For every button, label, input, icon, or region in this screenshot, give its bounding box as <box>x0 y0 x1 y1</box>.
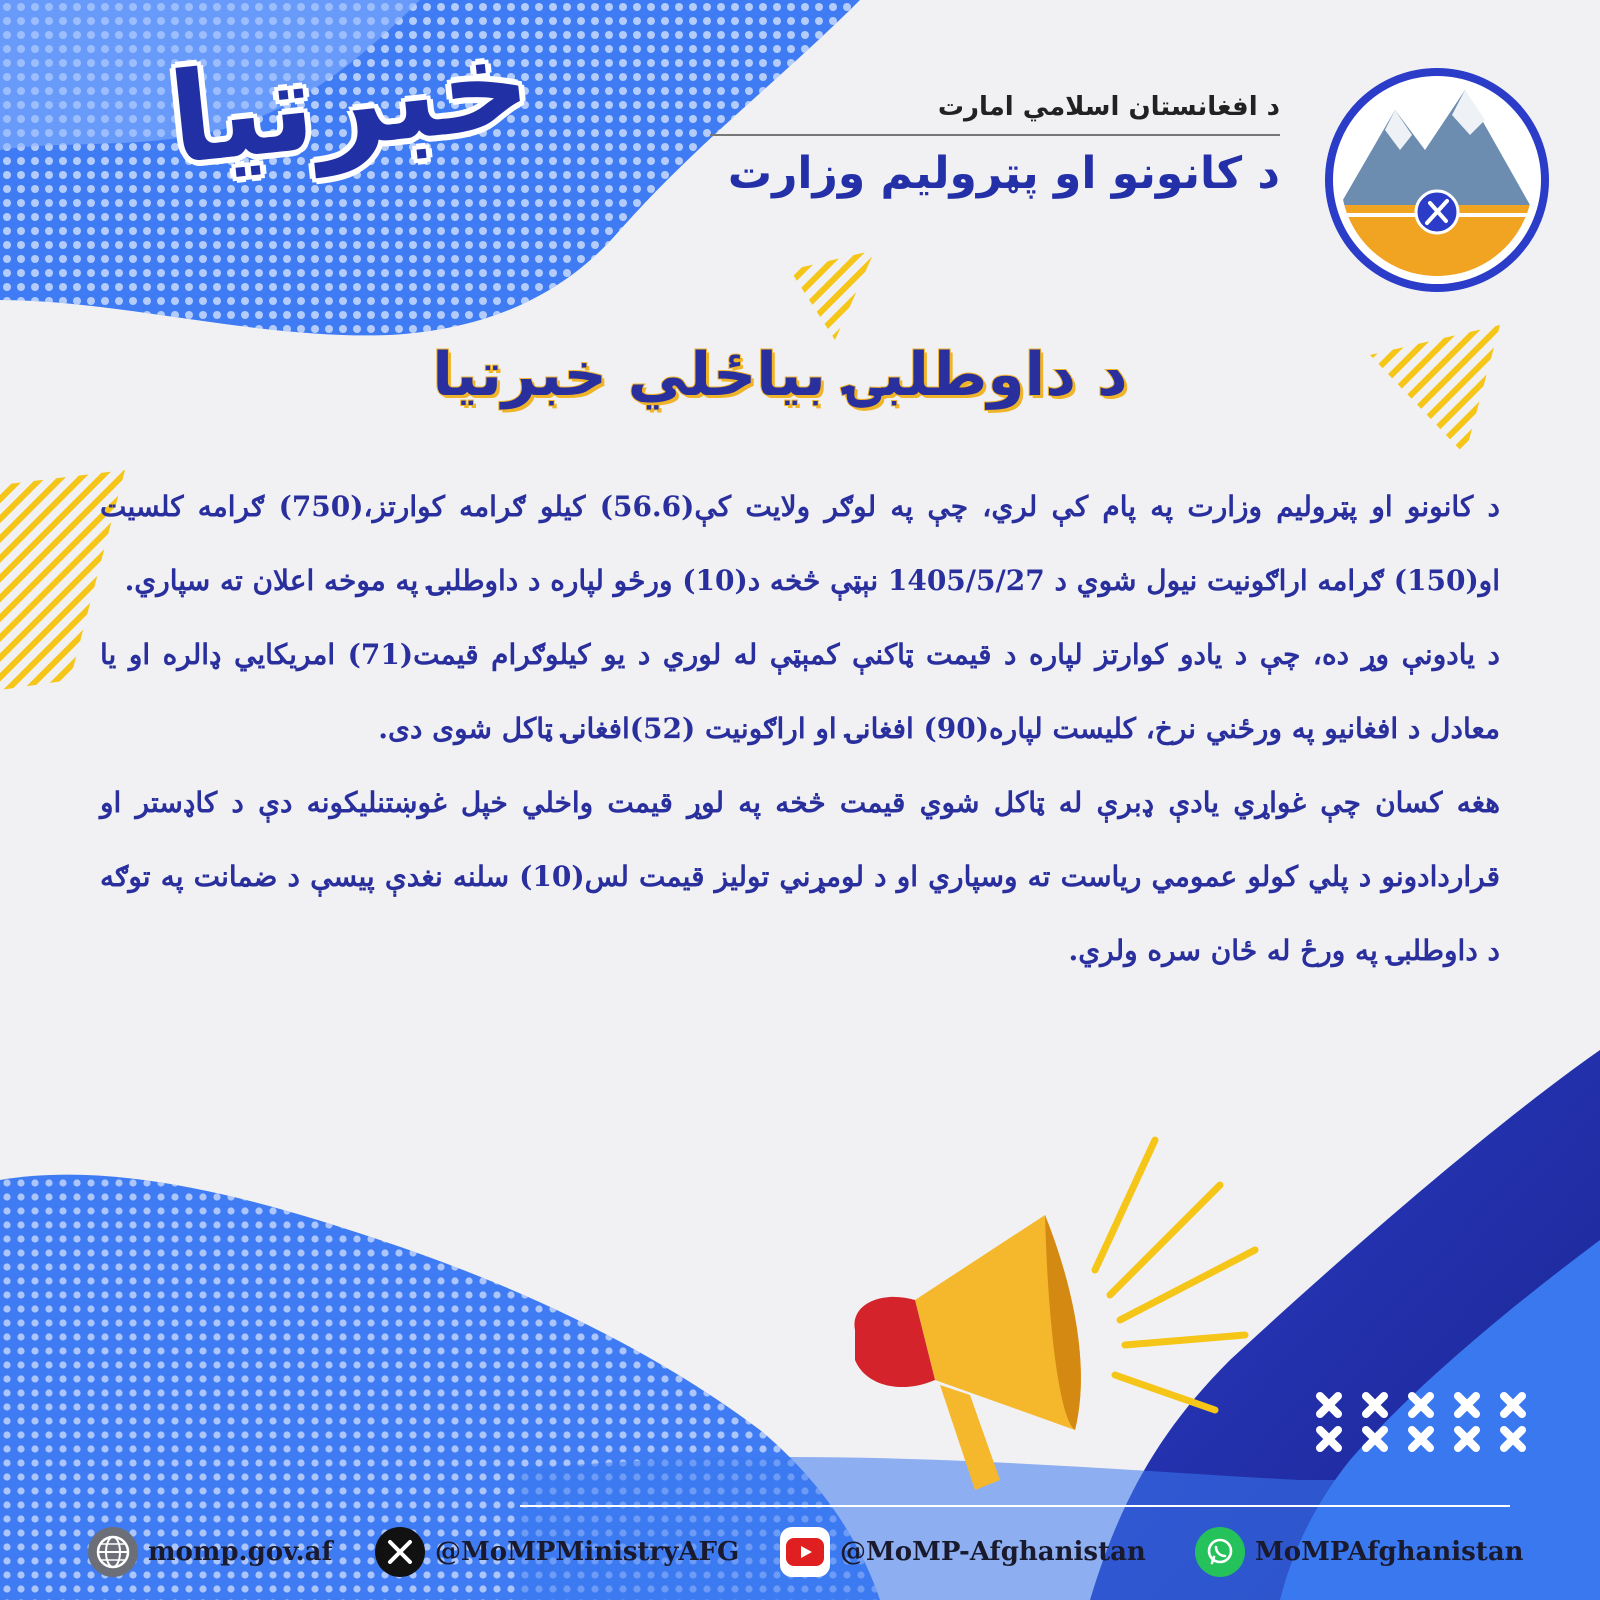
news-stamp-logo: خبرتیا <box>163 11 537 193</box>
x-logo-icon <box>375 1527 425 1577</box>
whatsapp-icon <box>1195 1527 1245 1577</box>
globe-icon <box>88 1527 138 1577</box>
x-link[interactable] <box>375 1527 739 1577</box>
paragraph: هغه کسان چې غواړي یادې ډبرې له ټاکل شوي قیمت څخه په لوړ قیمت واخلي خپل غوښتنلیکونه دې د کاډستر او قراردادونو د پلي کولو عمومي ریاست ته وسپاري او د لومړني تولیز قیمت لس(10) سلنه نغدې پیسې د ضمانت په توګه د داوطلبۍ په ورځ له ځان سره ولري. <box>100 786 1500 967</box>
contact-footer <box>0 1505 1600 1585</box>
youtube-icon <box>780 1527 830 1577</box>
stripe-triangle <box>790 250 875 340</box>
announcement-body <box>100 470 1500 988</box>
ministry-logo <box>1329 72 1550 295</box>
whatsapp-link[interactable] <box>1195 1527 1524 1577</box>
website-link[interactable] <box>88 1527 333 1577</box>
emirate-name: د افغانستان اسلامي امارت <box>710 92 1280 136</box>
website-url: momp.gov.af <box>148 1537 333 1567</box>
ministry-name: د کانونو او پټرولیم وزارت <box>727 148 1280 199</box>
footer-divider <box>520 1505 1510 1507</box>
x-handle: @MoMPMinistryAFG <box>435 1537 740 1567</box>
youtube-link[interactable] <box>780 1527 1146 1577</box>
paragraph: د کانونو او پټرولیم وزارت په پام کې لري، چې په لوګر ولایت کې(56.6) کیلو ګرامه کوارتز،(750) ګرامه کلسیت او(150) ګرامه اراګونیت نیول شوي د 1405/5/27 نېټې څخه د(10) ورځو لپاره د داوطلبۍ په موخه اعلان ته سپاري. <box>100 490 1500 597</box>
youtube-handle: @MoMP-Afghanistan <box>840 1537 1146 1567</box>
ministry-header <box>710 92 1280 199</box>
page-title: د داوطلبۍ بیاځلي خبرتیا <box>432 340 1128 410</box>
paragraph: د یادونې وړ ده، چې د یادو کوارتز لپاره د قیمت ټاکنې کمېټې له لوري د یو کیلوګرام قیمت(71) امریکایي ډالره او یا معادل د افغانیو په ورځني نرخ، کلیست لپاره(90) افغانۍ او اراګونیت (52)افغانۍ ټاکل شوی دی. <box>100 638 1500 745</box>
whatsapp-handle: MoMPAfghanistan <box>1255 1537 1524 1567</box>
stripe-triangle <box>1370 325 1500 455</box>
